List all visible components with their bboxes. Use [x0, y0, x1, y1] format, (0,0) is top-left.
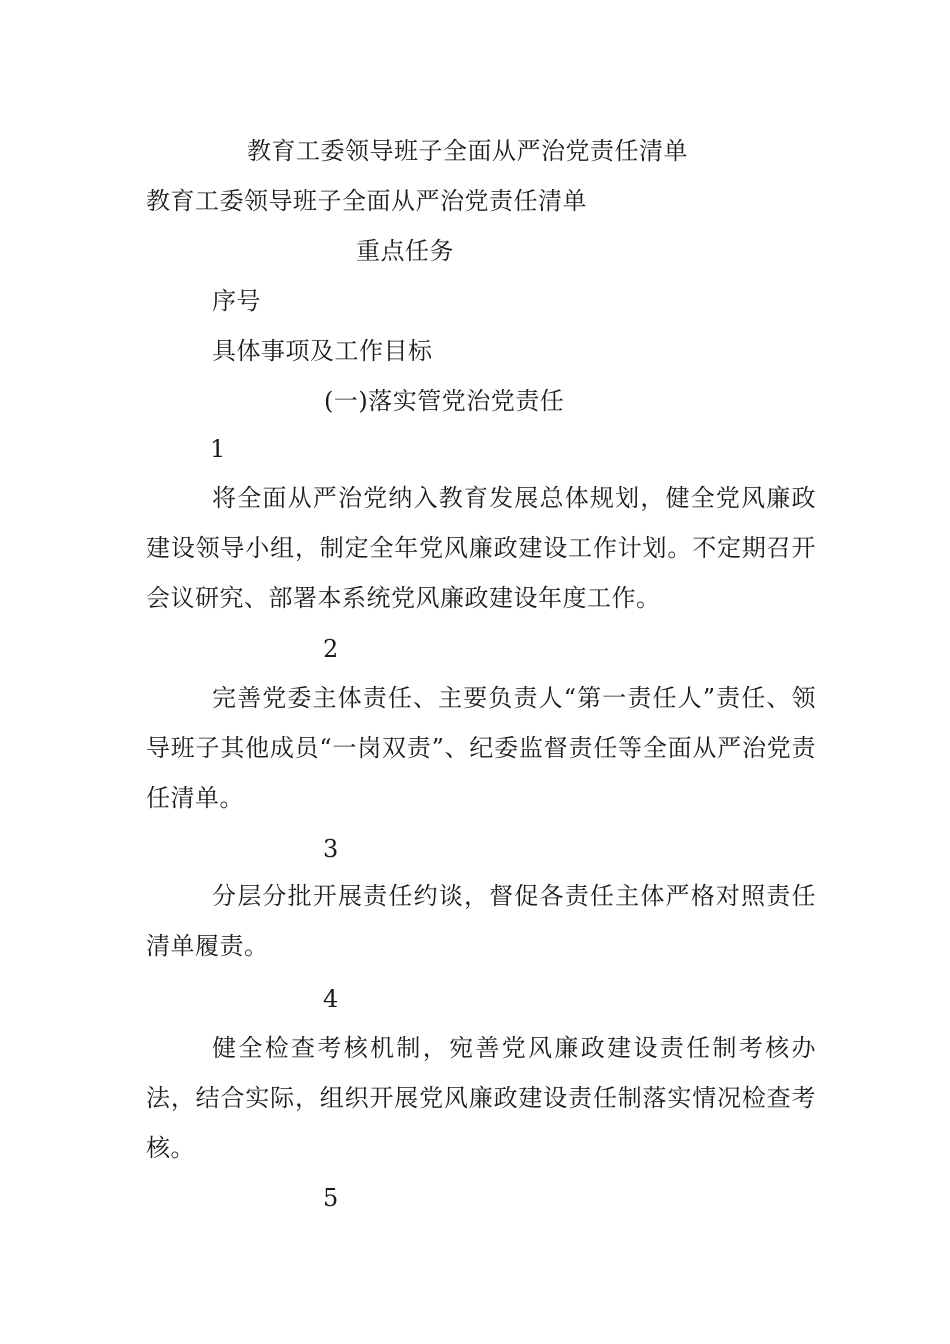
item-number: 1 — [210, 435, 226, 463]
document-title: 教育工委领导班子全面从严治党责任清单 — [247, 137, 688, 165]
item-number: 4 — [323, 985, 339, 1013]
column-header-sequence: 序号 — [212, 287, 261, 315]
group-heading: (一)落实管党治党责任 — [324, 387, 565, 415]
item-number: 3 — [323, 835, 339, 863]
item-number: 5 — [323, 1184, 339, 1212]
section-heading: 重点任务 — [356, 237, 454, 265]
item-text: 分层分批开展责任约谈，督促各责任主体严格对照责任清单履责。 — [146, 882, 816, 960]
item-text: 将全面从严治党纳入教育发展总体规划，健全党风廉政建设领导小组，制定全年党风廉政建设工作计划。不定期召开会议研究、部署本系统党风廉政建设年度工作。 — [146, 484, 816, 612]
item-text: 完善党委主体责任、主要负责人“第一责任人”责任、领导班子其他成员“一岗双责”、纪委监督责任等全面从严治党责任清单。 — [146, 684, 816, 812]
item-number: 2 — [323, 635, 339, 663]
document-subtitle: 教育工委领导班子全面从严治党责任清单 — [146, 187, 587, 215]
column-header-items: 具体事项及工作目标 — [212, 337, 433, 365]
item-text: 健全检查考核机制，宛善党风廉政建设责任制考核办法，结合实际，组织开展党风廉政建设责任制落实情况检查考核。 — [146, 1034, 816, 1162]
